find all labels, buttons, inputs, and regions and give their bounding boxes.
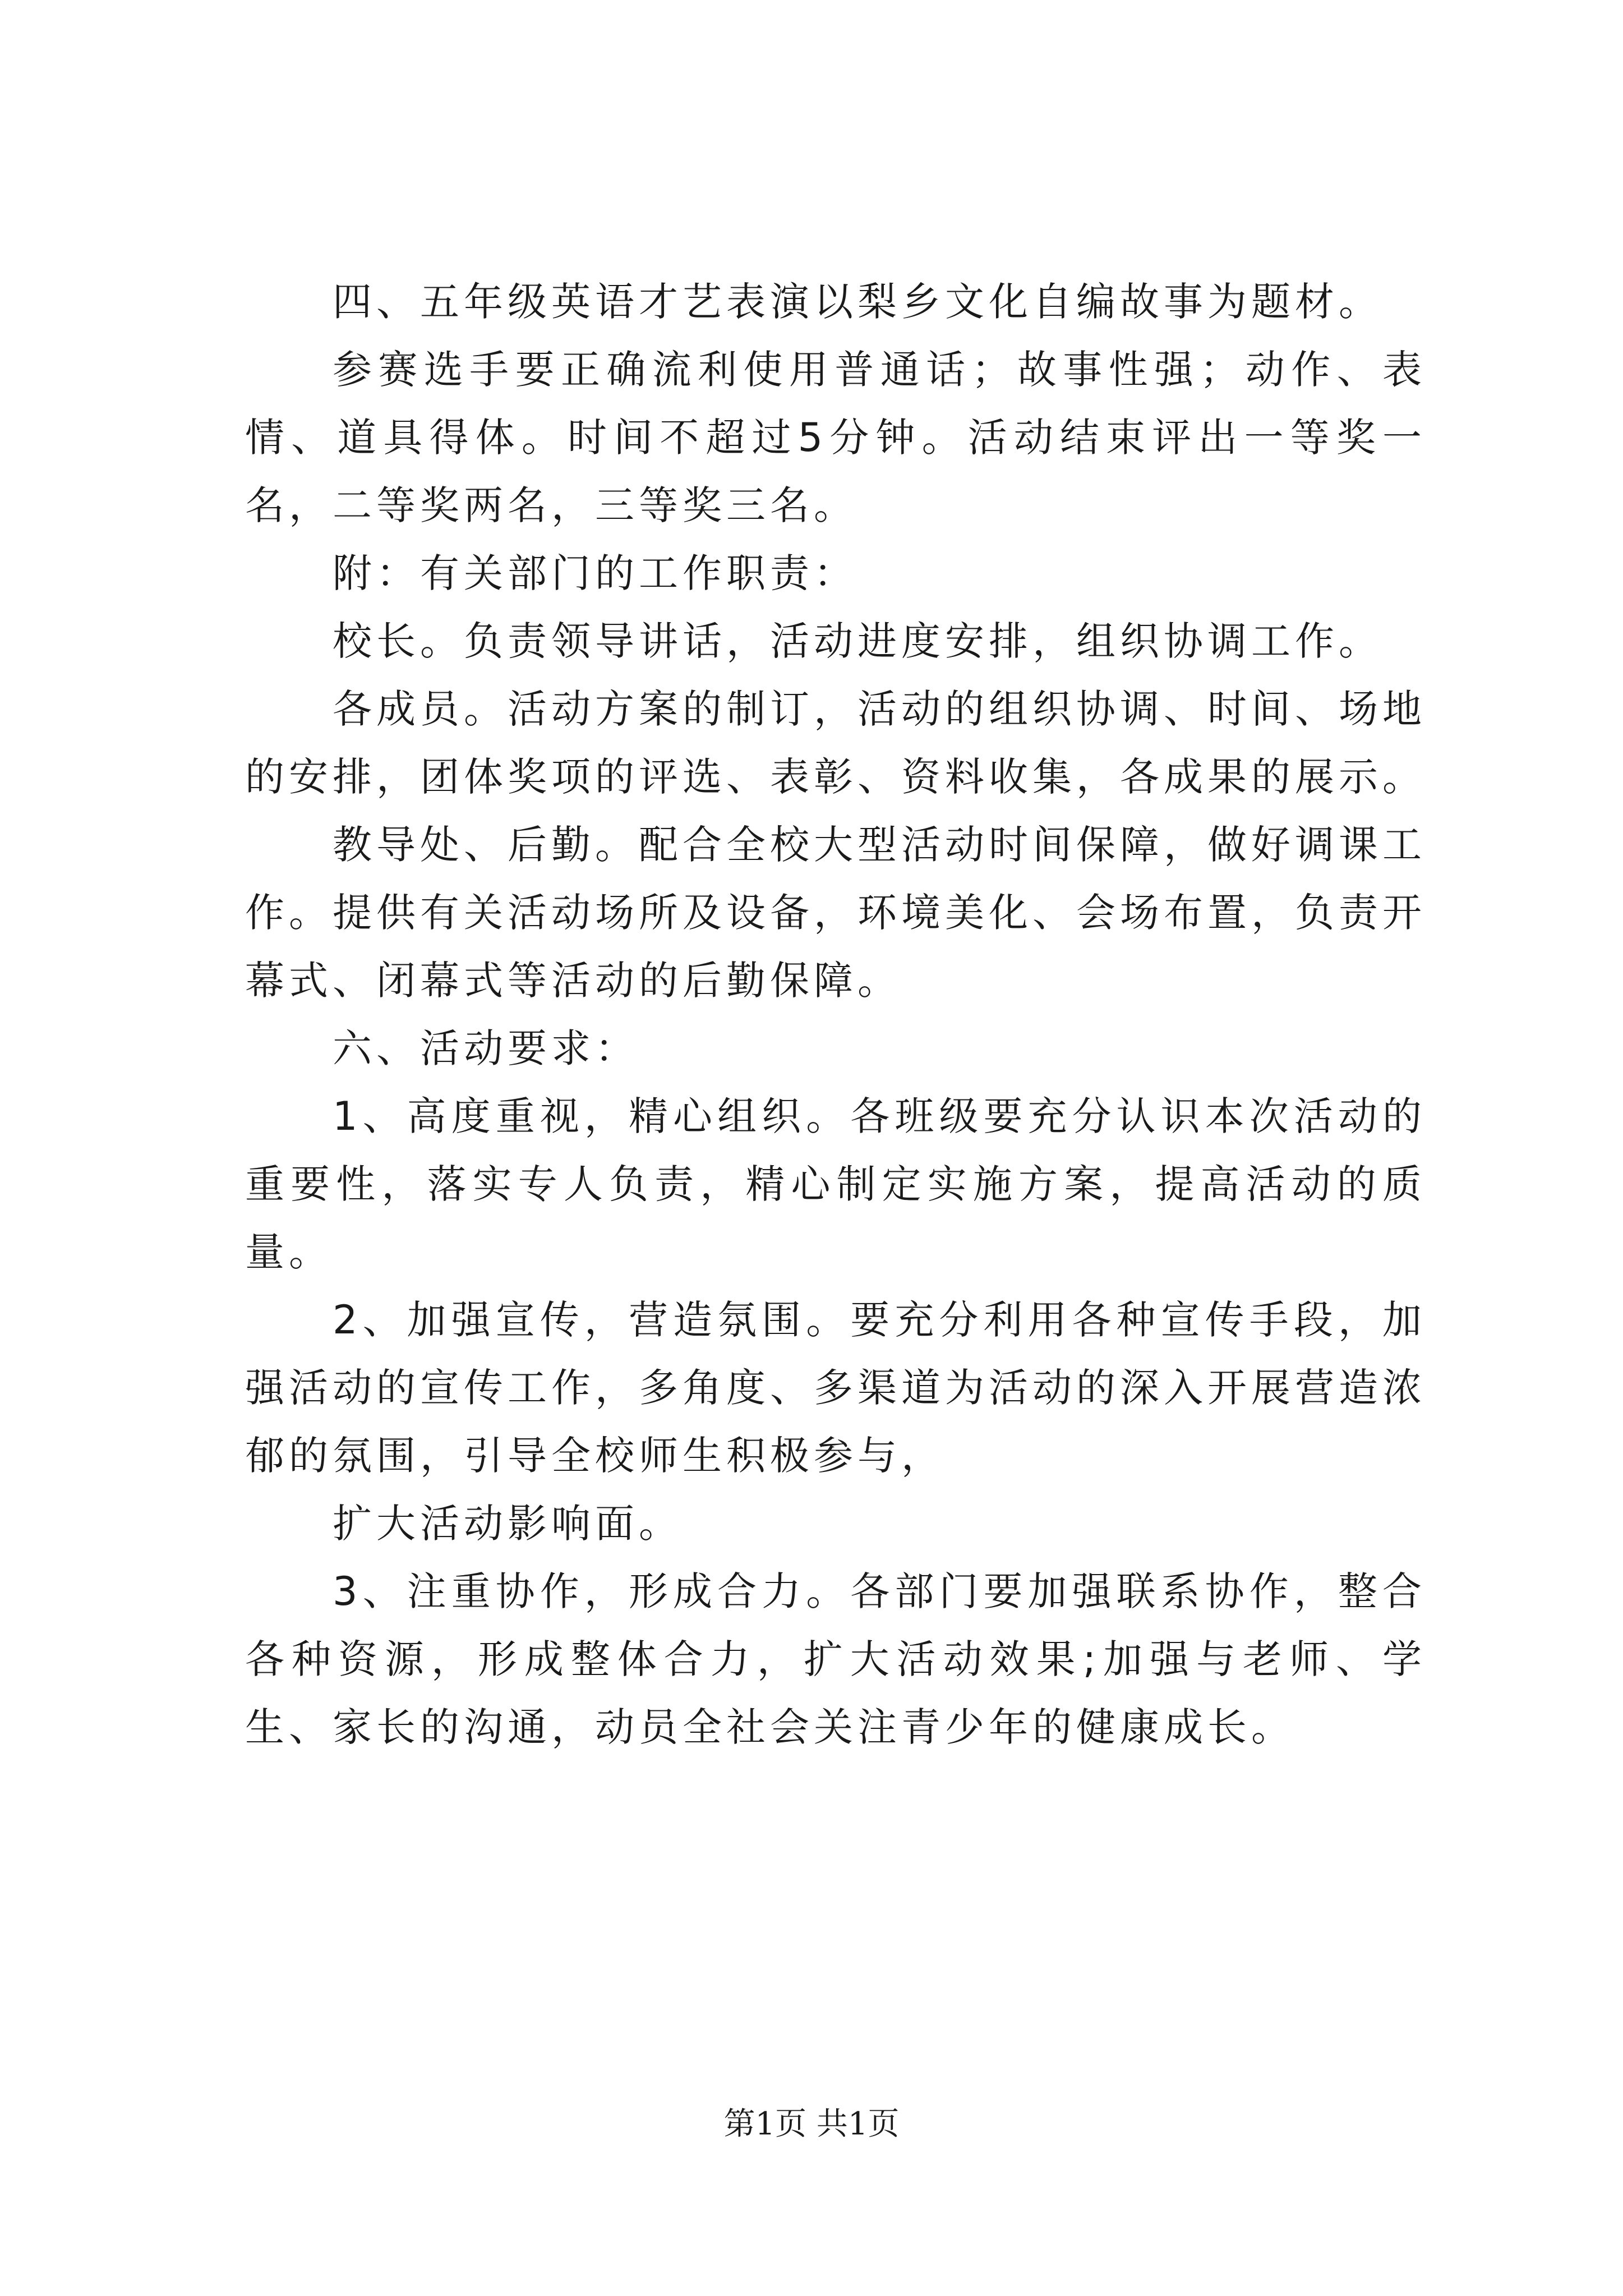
paragraph-requirement-2: 2、加强宣传，营造氛围。要充分利用各种宣传手段，加强活动的宣传工作，多角度、多渠道为活动的深入开展营造浓郁的氛围，引导全校师生积极参与，	[245, 1297, 1426, 1479]
paragraph-contestant-requirements: 参赛选手要正确流利使用普通话；故事性强；动作、表情、道具得体。时间不超过5分钟。活动结束评出一等奖一名，二等奖两名，三等奖三名。	[245, 347, 1426, 528]
paragraph-requirement-1: 1、高度重视，精心组织。各班级要充分认识本次活动的重要性，落实专人负责，精心制定实施方案，提高活动的质量。	[245, 1093, 1426, 1275]
paragraph-academic-logistics-duties: 教导处、后勤。配合全校大型活动时间保障，做好调课工作。提供有关活动场所及设备，环境美化、会场布置，负责开幕式、闭幕式等活动的后勤保障。	[245, 822, 1426, 1004]
paragraph-members-duties: 各成员。活动方案的制订，活动的组织协调、时间、场地的安排，团体奖项的评选、表彰、资料收集，各成果的展示。	[245, 686, 1426, 800]
paragraph-appendix-heading: 附：有关部门的工作职责：	[333, 550, 857, 596]
page-footer: 第1页 共1页	[723, 2106, 900, 2142]
document-body	[245, 268, 1426, 1761]
paragraph-requirement-3: 3、注重协作，形成合力。各部门要加强联系协作，整合各种资源，形成整体合力，扩大活动效果;加强与老师、学生、家长的沟通，动员全社会关注青少年的健康成长。	[245, 1568, 1426, 1750]
paragraph-grade-five-performance: 四、五年级英语才艺表演以梨乡文化自编故事为题材。	[333, 279, 1382, 325]
paragraph-principal-duties: 校长。负责领导讲话，活动进度安排，组织协调工作。	[333, 618, 1382, 664]
paragraph-requirements-heading: 六、活动要求：	[333, 1025, 639, 1071]
paragraph-requirement-2-continued: 扩大活动影响面。	[333, 1501, 683, 1547]
